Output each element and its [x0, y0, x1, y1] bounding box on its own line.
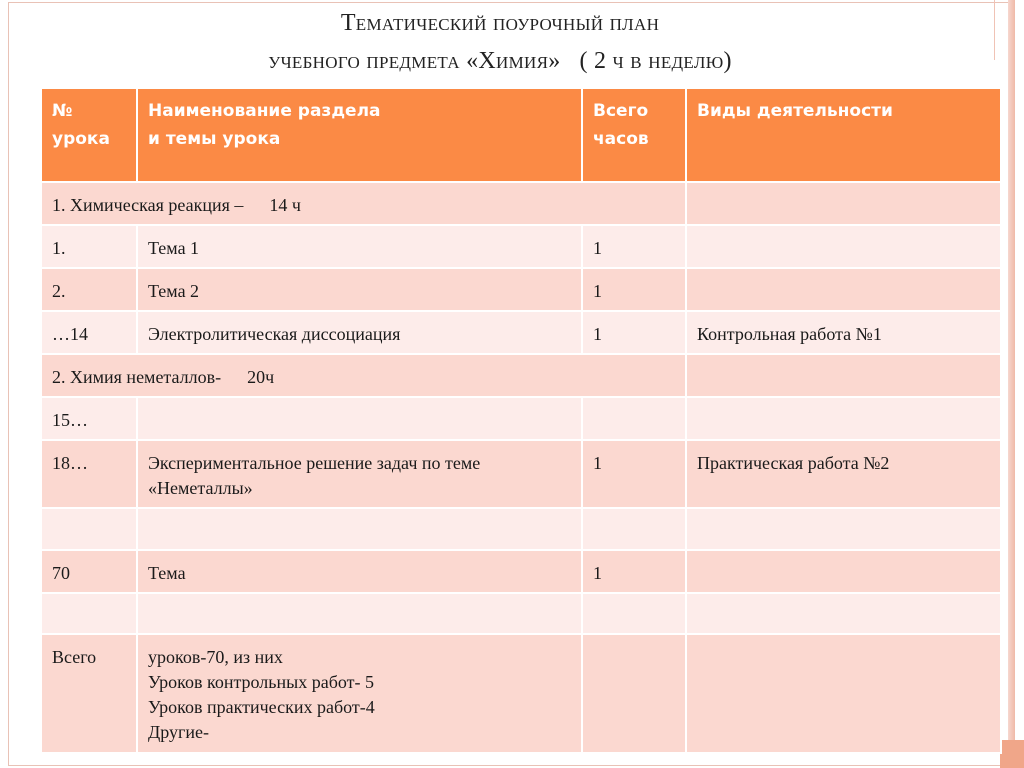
- lesson-topic: [137, 593, 582, 634]
- lesson-number: [41, 508, 137, 550]
- section-1-activity: [686, 182, 1001, 225]
- lesson-plan-table: [40, 87, 1002, 754]
- total-row: [41, 634, 1001, 753]
- lesson-number: 2.: [41, 268, 137, 311]
- lesson-topic: [137, 508, 582, 550]
- lesson-activity: [686, 593, 1001, 634]
- section-row-2: [41, 354, 1001, 397]
- section-row-1: [41, 182, 1001, 225]
- decorative-right-stripe: [1008, 0, 1015, 768]
- lesson-activity: Практическая работа №2: [686, 440, 1001, 508]
- lesson-topic: Электролитическая диссоциация: [137, 311, 582, 354]
- lesson-topic: Тема: [137, 550, 582, 593]
- header-lesson-number: № урока: [41, 88, 137, 182]
- section-2-label: 2. Химия неметаллов-: [52, 367, 222, 387]
- lesson-hours: [582, 397, 686, 440]
- table-row: [41, 440, 1001, 508]
- lesson-topic: [137, 397, 582, 440]
- lesson-number: 18…: [41, 440, 137, 508]
- section-1-cell: [41, 182, 686, 225]
- lesson-number: 70: [41, 550, 137, 593]
- total-hours: [582, 634, 686, 753]
- lesson-number: …14: [41, 311, 137, 354]
- lesson-activity: Контрольная работа №1: [686, 311, 1001, 354]
- table-row: [41, 311, 1001, 354]
- lesson-activity: [686, 550, 1001, 593]
- lesson-topic: Тема 2: [137, 268, 582, 311]
- header-activity-type: Виды деятельности: [686, 88, 1001, 182]
- total-activity: [686, 634, 1001, 753]
- section-2-hours: 20ч: [247, 367, 275, 387]
- lesson-activity: [686, 225, 1001, 268]
- total-summary: [137, 634, 582, 753]
- total-line-2: Уроков контрольных работ- 5: [148, 672, 374, 692]
- header-section-name-line1: Наименование раздела: [148, 101, 381, 121]
- title-line-2: учебного предмета «Химия» ( 2 ч в неделю): [268, 48, 732, 74]
- decorative-bottom-block: [1000, 740, 1024, 768]
- total-line-4: Другие-: [148, 722, 210, 742]
- table-row: [41, 397, 1001, 440]
- table-row: [41, 225, 1001, 268]
- lesson-hours: [582, 508, 686, 550]
- lesson-number: 15…: [41, 397, 137, 440]
- table-row: [41, 550, 1001, 593]
- lesson-activity: [686, 268, 1001, 311]
- section-2-activity: [686, 354, 1001, 397]
- lesson-number: 1.: [41, 225, 137, 268]
- header-section-name: [137, 88, 582, 182]
- lesson-hours: 1: [582, 311, 686, 354]
- slide-title: [0, 4, 1000, 80]
- table-row: [41, 268, 1001, 311]
- header-section-name-line2: и темы урока: [148, 129, 281, 149]
- total-line-1: уроков-70, из них: [148, 647, 283, 667]
- title-line-1: Тематический поурочный план: [340, 10, 660, 36]
- table-row: [41, 593, 1001, 634]
- lesson-topic: Тема 1: [137, 225, 582, 268]
- section-2-cell: [41, 354, 686, 397]
- table-header-row: [41, 88, 1001, 182]
- total-label: Всего: [41, 634, 137, 753]
- lesson-hours: 1: [582, 440, 686, 508]
- lesson-topic: Экспериментальное решение задач по теме «Неметаллы»: [137, 440, 582, 508]
- lesson-activity: [686, 397, 1001, 440]
- lesson-number: [41, 593, 137, 634]
- table-row: [41, 508, 1001, 550]
- lesson-activity: [686, 508, 1001, 550]
- total-line-3: Уроков практических работ-4: [148, 697, 375, 717]
- lesson-hours: 1: [582, 268, 686, 311]
- section-1-hours: 14 ч: [269, 195, 301, 215]
- section-1-label: 1. Химическая реакция –: [52, 195, 244, 215]
- lesson-hours: [582, 593, 686, 634]
- header-total-hours: Всего часов: [582, 88, 686, 182]
- lesson-hours: 1: [582, 550, 686, 593]
- lesson-hours: 1: [582, 225, 686, 268]
